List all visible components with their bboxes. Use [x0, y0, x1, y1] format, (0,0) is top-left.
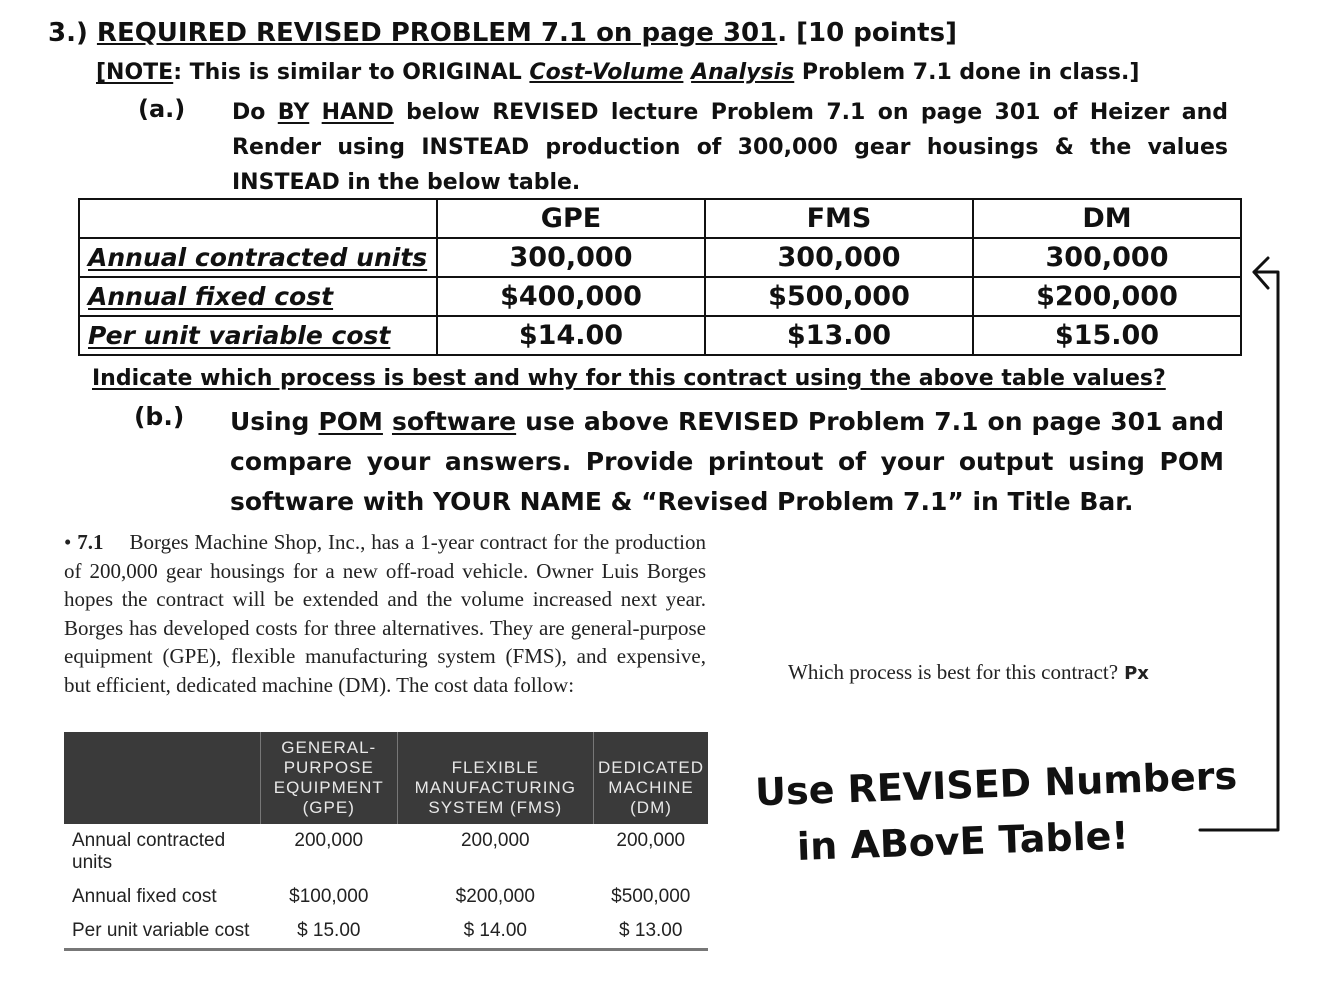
- table-cell: $14.00: [437, 316, 705, 355]
- revised-table-header-empty: [79, 199, 437, 238]
- table-row: [79, 277, 1241, 316]
- textbook-table-header-row: [64, 732, 708, 824]
- row-label: Per unit variable cost: [79, 316, 437, 355]
- revised-table-header-fms: FMS: [705, 199, 973, 238]
- textbook-question: [788, 660, 1149, 685]
- table-cell: 200,000: [616, 830, 686, 851]
- textbook-problem: [64, 528, 706, 699]
- textbook-problem-text: Borges Machine Shop, Inc., has a 1-year contract for the production of 200,000 gear housings for a new off-road vehicle. Owner Luis Borges hopes the contract will be extended and the volume increased next year. Borges has developed costs for three alternatives. They are general-purpose equipment (GPE), flexible manufacturing system (FMS), and expensive, but efficient, dedicated machine (DM). The cost data follow:: [64, 530, 706, 697]
- table-cell: $400,000: [437, 277, 705, 316]
- table-cell: $ 14.00: [397, 914, 593, 950]
- table-cell: 300,000: [705, 238, 973, 277]
- table-row: [79, 316, 1241, 355]
- revised-values-table: [78, 198, 1242, 356]
- table-cell: $15.00: [973, 316, 1241, 355]
- row-label: Annual fixed cost: [79, 277, 437, 316]
- table-cell: $ 13.00: [594, 914, 708, 950]
- revised-table-header-gpe: GPE: [437, 199, 705, 238]
- handwritten-line-2: in ABovE Table!: [796, 813, 1130, 869]
- part-a-p2: below REVISED lecture Problem 7.1 on page 301 of Heizer and Render using INSTEAD production of 300,000 gear housings & the values INSTEAD in the below table.: [232, 100, 1228, 195]
- row-label: Annual contracted units: [72, 830, 226, 873]
- revised-table-header-row: [79, 199, 1241, 238]
- part-b-p2: use above REVISED Problem 7.1 on page 301 and compare your answers. Provide printout of your output using POM software with YOUR NAME & “Revised Problem 7.1” in Title Bar.: [230, 407, 1224, 516]
- note-cva-1: Cost-Volume: [529, 60, 684, 85]
- px-icon: Px: [1124, 663, 1149, 684]
- question-text: Which process is best for this contract?: [788, 660, 1119, 684]
- handwritten-line-1: Use REVISED Numbers: [754, 753, 1238, 815]
- textbook-header-fms: FLEXIBLE MANUFACTURING SYSTEM (FMS): [397, 732, 593, 824]
- table-cell: 200,000: [294, 830, 364, 851]
- table-cell: $500,000: [611, 886, 691, 907]
- part-a-by: BY: [277, 100, 310, 125]
- textbook-header-gpe: GENERAL-PURPOSE EQUIPMENT (GPE): [260, 732, 397, 824]
- table-cell: $200,000: [973, 277, 1241, 316]
- part-b-pom: POM: [318, 407, 383, 436]
- note-text-1: : This is similar to ORIGINAL: [173, 60, 530, 85]
- table-cell: 300,000: [437, 238, 705, 277]
- table-cell: 200,000: [460, 830, 530, 851]
- table-cell: $13.00: [705, 316, 973, 355]
- table-cell: $500,000: [705, 277, 973, 316]
- part-b-p1: Using: [230, 407, 319, 436]
- textbook-problem-number: 7.1: [77, 530, 104, 554]
- part-b-space: [383, 407, 392, 436]
- textbook-header-dm: DEDICATED MACHINE (DM): [594, 732, 708, 824]
- table-cell: 300,000: [973, 238, 1241, 277]
- note-line: [96, 60, 1139, 85]
- table-cell: $200,000: [455, 886, 535, 907]
- table-row: [79, 238, 1241, 277]
- table-cell: $100,000: [289, 886, 369, 907]
- note-cva-2: Analysis: [691, 60, 795, 85]
- part-a-text: [232, 95, 1228, 200]
- bullet: •: [64, 530, 72, 554]
- part-b-text: [230, 402, 1224, 522]
- textbook-cost-table: [64, 732, 708, 951]
- table-row: [64, 880, 708, 914]
- problem-title: REQUIRED REVISED PROBLEM 7.1 on page 301: [96, 18, 778, 48]
- note-label: [NOTE: [96, 60, 174, 85]
- table-cell: $ 15.00: [260, 914, 397, 950]
- table-row: [64, 914, 708, 950]
- row-label: Annual fixed cost: [72, 886, 217, 907]
- row-label: Annual contracted units: [79, 238, 437, 277]
- problem-points: . [10 points]: [777, 18, 957, 48]
- row-label: Per unit variable cost: [64, 914, 260, 950]
- textbook-header-empty: [64, 732, 260, 824]
- revised-table-header-dm: DM: [973, 199, 1241, 238]
- part-a-hand: HAND: [321, 100, 394, 125]
- handwritten-arrow-icon: [1160, 250, 1290, 850]
- problem-number: 3.): [48, 18, 88, 48]
- problem-header: [48, 18, 957, 48]
- part-b-label: (b.): [134, 402, 185, 431]
- indicate-instruction: Indicate which process is best and why for this contract using the above table values?: [92, 366, 1166, 391]
- part-b-software: software: [391, 407, 517, 436]
- note-text-2: Problem 7.1 done in class.]: [794, 60, 1140, 85]
- part-a-label: (a.): [138, 95, 186, 123]
- table-row: [64, 824, 708, 880]
- part-a-p1: Do: [232, 100, 278, 125]
